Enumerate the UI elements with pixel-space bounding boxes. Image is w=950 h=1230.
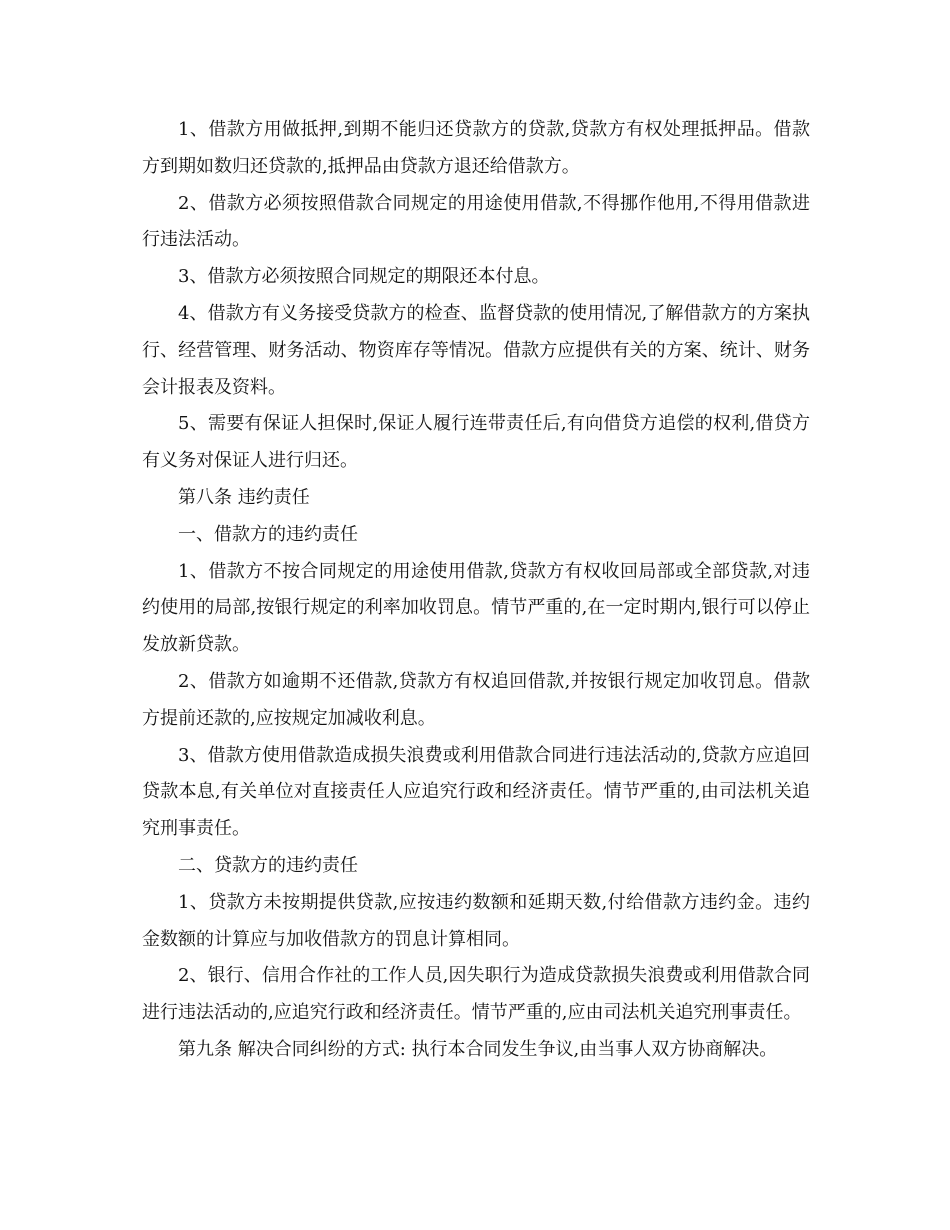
paragraph-staff-liability: 2、银行、信用合作社的工作人员,因失职行为造成贷款损失浪费或利用借款合同进行违法活动的,应追究行政和经济责任。情节严重的,应由司法机关追究刑事责任。	[142, 965, 810, 1024]
paragraph-borrower-collateral: 1、借款方用做抵押,到期不能归还贷款方的贷款,贷款方有权处理抵押品。借款方到期如数归还贷款的,抵押品由贷款方退还给借款方。	[142, 119, 810, 177]
paragraph-overdue-liability: 2、借款方如逾期不还借款,贷款方有权追回借款,并按银行规定加收罚息。借款方提前还款的,应按规定加减收利息。	[142, 670, 810, 729]
article-nine-heading: 第九条 解决合同纠纷的方式: 执行本合同发生争议,由当事人双方协商解决。	[178, 1038, 778, 1060]
section-lender-liability-heading: 二、贷款方的违约责任	[178, 854, 358, 876]
article-eight-heading: 第八条 违约责任	[178, 486, 310, 508]
paragraph-loss-liability: 3、借款方使用借款造成损失浪费或利用借款合同进行违法活动的,贷款方应追回贷款本息,有关单位对直接责任人应追究行政和经济责任。情节严重的,由司法机关追究刑事责任。	[142, 744, 810, 840]
paragraph-borrower-inspection: 4、借款方有义务接受贷款方的检查、监督贷款的使用情况,了解借款方的方案执行、经营管理、财务活动、物资库存等情况。借款方应提供有关的方案、统计、财务会计报表及资料。	[142, 302, 810, 398]
paragraph-borrower-usage: 2、借款方必须按照借款合同规定的用途使用借款,不得挪作他用,不得用借款进行违法活动。	[142, 192, 810, 251]
section-borrower-liability-heading: 一、借款方的违约责任	[178, 523, 358, 545]
document-page	[142, 112, 810, 1069]
paragraph-borrower-repayment: 3、借款方必须按照合同规定的期限还本付息。	[178, 266, 550, 288]
paragraph-misuse-liability: 1、借款方不按合同规定的用途使用借款,贷款方有权收回局部或全部贷款,对违约使用的局部,按银行规定的利率加收罚息。情节严重的,在一定时期内,银行可以停止发放新贷款。	[142, 560, 810, 656]
paragraph-lender-late-loan: 1、贷款方未按期提供贷款,应按违约数额和延期天数,付给借款方违约金。违约金数额的计算应与加收借款方的罚息计算相同。	[142, 891, 810, 950]
paragraph-guarantor: 5、需要有保证人担保时,保证人履行连带责任后,有向借贷方追偿的权利,借贷方有义务对保证人进行归还。	[142, 413, 810, 472]
